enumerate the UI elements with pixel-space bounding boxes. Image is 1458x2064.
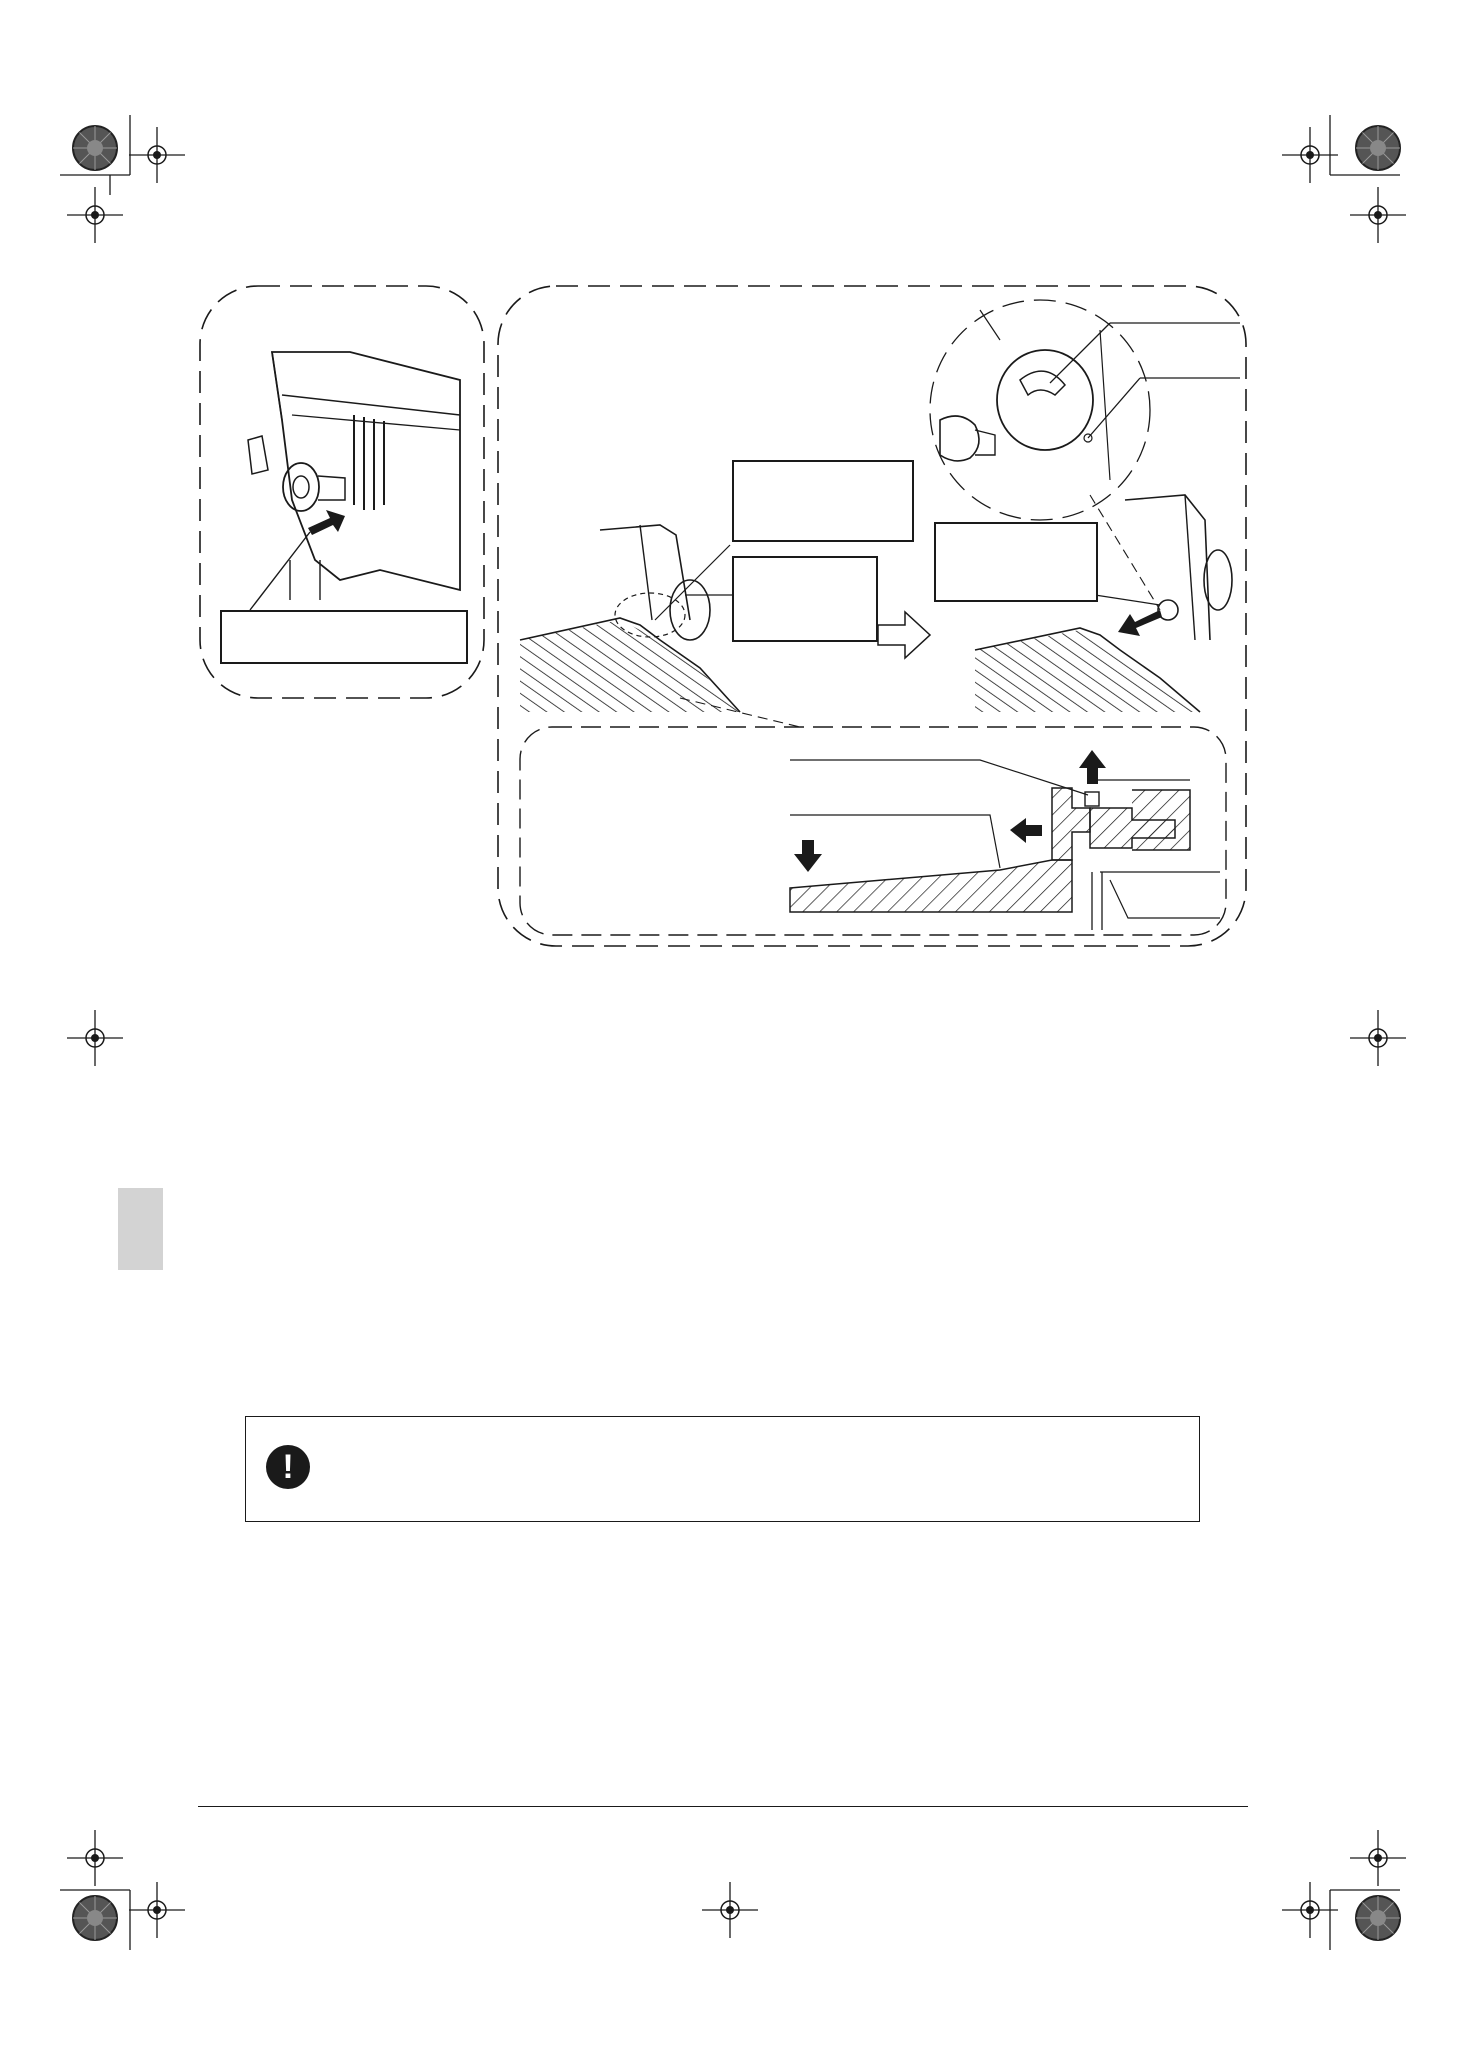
registration-mark-bottom-center [702, 1882, 758, 1938]
exclamation-mandatory-icon: ! [266, 1445, 310, 1489]
arrow-left-icon [1010, 818, 1042, 843]
crop-marks-bottom-left [60, 1830, 185, 1950]
crop-marks-bottom-right [1282, 1830, 1406, 1950]
label-box-left-panel [220, 610, 468, 664]
label-box-center-upper [732, 460, 914, 542]
next-step-arrow-icon [878, 612, 930, 658]
registration-mark-mid-right [1350, 1010, 1406, 1066]
section-view-panel [520, 698, 1226, 935]
registration-mark-mid-left [67, 1010, 123, 1066]
crop-marks-top-right [1282, 115, 1406, 243]
arrow-up-icon [1079, 750, 1106, 784]
label-box-right [934, 522, 1098, 602]
arrow-icon [308, 510, 345, 535]
unit-view-left [520, 525, 740, 712]
crop-marks-top-left [60, 115, 185, 243]
label-box-center-lower [732, 556, 878, 642]
arrow-down-icon [794, 840, 822, 872]
chapter-side-tab [118, 1188, 163, 1270]
arrow-icon [1118, 610, 1162, 636]
footer-rule [198, 1806, 1248, 1807]
caution-box [245, 1416, 1200, 1522]
